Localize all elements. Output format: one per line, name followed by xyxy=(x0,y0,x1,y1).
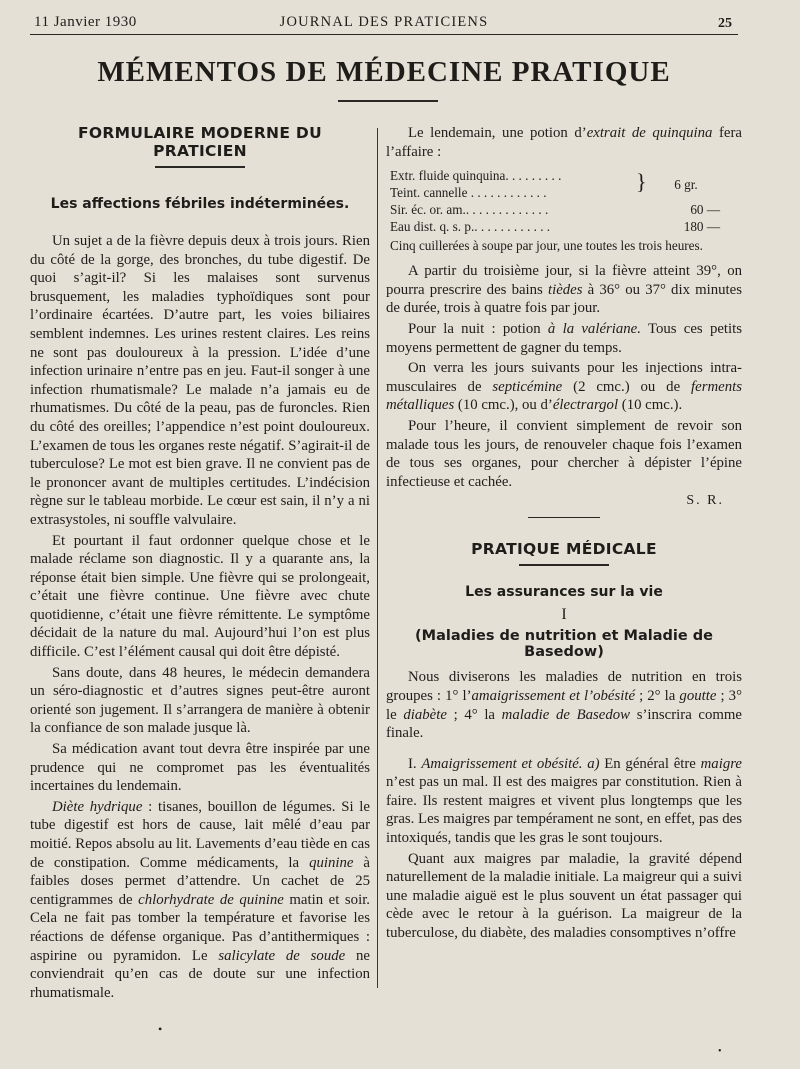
text-run: ne conviendrait qu’en cas de doute sur une infection rhumatismale. xyxy=(30,947,370,1001)
brace-glyph: } xyxy=(636,169,647,195)
italic-term: Diète hydrique xyxy=(52,798,143,815)
text-run: I. xyxy=(408,755,422,772)
text-run: Le lendemain, une potion d’ xyxy=(408,125,587,141)
text-run: à faibles doses permet d’attendre. Un cachet de 25 centigrammes de xyxy=(30,854,370,908)
text-run: n’est pas un mal. Il est des maigres par constitution. Rien à faire. Ils restent maigres et vivent plus longtemps que les gras. Les maigres par tempérament ne sont, en effet, pas des intoxiqués, tandis que les gras le sont toujours. xyxy=(386,774,742,847)
text-run: En général être xyxy=(599,755,701,772)
paragraph: Sans doute, dans 48 heures, le médecin demandera un séro-diagnostic et d’autres signes peut-être auront orienté son jugement. Il s’arrangera de manière à obtenir la confiance de son malade jusque là. xyxy=(30,664,370,737)
left-column xyxy=(30,120,370,1004)
running-header xyxy=(30,12,738,35)
italic-term: tièdes xyxy=(547,281,583,298)
paragraph xyxy=(386,668,742,742)
print-speck: • xyxy=(158,1022,163,1036)
text-run: s’inscrira comme finale. xyxy=(386,706,742,742)
column-divider xyxy=(377,128,378,988)
paragraph: Pour l’heure, il convient simplement de revoir son malade tous les jours, de renouveler chaque fois l’examen de tous ses organes, pour chercher à dépister l’épine infectieuse et cachée. xyxy=(386,417,742,490)
italic-term: salicylate de soude xyxy=(218,947,346,964)
prescription xyxy=(386,167,742,235)
article-title-affections: Les affections fébriles indéterminées. xyxy=(50,196,350,212)
prescription-dose: 60 — xyxy=(690,202,720,218)
prescription-row xyxy=(386,218,742,235)
prescription-item: Teint. cannelle . . . . . . . . . . . . xyxy=(390,185,547,201)
text-run: A partir du troisième jour, si la fièvre atteint 39°, on pourra prescrire des bains xyxy=(386,263,742,298)
part-title: (Maladies de nutrition et Maladie de Basedow) xyxy=(415,628,713,661)
italic-term: maigre xyxy=(700,755,742,772)
title-rule xyxy=(338,100,438,102)
prescription-group xyxy=(386,167,742,201)
italic-term: électrargol xyxy=(552,397,619,414)
prescription-item: Eau dist. q. s. p.. . . . . . . . . . . . xyxy=(390,219,551,235)
paragraph xyxy=(386,262,742,318)
paragraph xyxy=(386,320,742,357)
text-run: Pour la nuit : potion xyxy=(408,320,548,337)
author-signature: S. R. xyxy=(686,493,724,509)
paragraph xyxy=(386,755,742,848)
text-run: à 36° ou 37° dix minutes de durée, trois à quatre fois par jour. xyxy=(386,281,742,317)
prescription-dose: 180 — xyxy=(683,219,720,235)
text-run: Tous ces petits moyens permettent de gagner du temps. xyxy=(386,320,743,356)
italic-term: septicémine xyxy=(492,378,563,395)
page-title: MÉMENTOS DE MÉDECINE PRATIQUE xyxy=(97,56,671,88)
italic-term: ferments métalliques xyxy=(386,378,742,414)
paragraph: Sa médication avant tout devra être inspirée par une prudence qui ne compromet pas les éventualités incertaines du lendemain. xyxy=(30,741,370,795)
text-run: ; 2° la xyxy=(635,687,680,704)
section-title-pratique: PRATIQUE MÉDICALE xyxy=(471,540,657,559)
italic-term: chlorhydrate de quinine xyxy=(138,891,284,908)
text-run: matin et soir. Cela ne fait pas tomber la température et favorise les réactions de défense organique. Pas d’antithermiques : aspirine ou pyramidon. Le xyxy=(30,891,371,964)
paragraph: Et pourtant il faut ordonner quelque chose et le malade réclame son diagnostic. Il y a quarante ans, la réponse était bien simple. Une fièvre qui se prolongeait, c’était une fièvre continue. Une fièvre avec chute quotidienne, c’était une fièvre rémittente. Le symptôme décidait de la nature du mal. Aujourd’hui l’on est plus difficile. C’est l’élément causal qui doit être dépisté. xyxy=(30,532,370,661)
italic-term: diabète xyxy=(403,706,447,723)
header-journal-name: JOURNAL DES PRATICIENS xyxy=(279,14,489,30)
part-number: I xyxy=(561,606,567,624)
text-run: : tisanes, bouillon de légumes. Si le tube digestif est hors de cause, lait mêlé d’eau par moitié. Repos absolu au lit. Lavements d’eau tiède en cas de constipation. Comme médicaments, la xyxy=(30,798,370,871)
section-rule xyxy=(155,166,245,168)
text-run: On verra les jours suivants pour les injections intra-musculaires de xyxy=(386,360,742,395)
section-title-formulaire: FORMULAIRE MODERNE DU PRATICIEN xyxy=(78,124,322,160)
prescription-item: Extr. fluide quinquina. . . . . . . . . xyxy=(390,168,562,184)
text-run: ; 4° la xyxy=(446,706,502,723)
text-run: (10 cmc.). xyxy=(618,397,683,414)
prescription-note: Cinq cuillerées à soupe par jour, une toutes les trois heures. xyxy=(390,238,703,254)
italic-term: Amaigrissement et obésité. a) xyxy=(421,755,600,772)
prescription-row xyxy=(386,201,742,218)
paragraph: Un sujet a de la fièvre depuis deux à trois jours. Rien du côté de la gorge, des bronches, du tube digestif. De quoi s’agit-il? Si les malaises sont survenus brusquement, les maladies typhoïdiques sont pour l’ordinaire écartées. D’autre part, les voies biliaires semblent indemnes. Les urines restent claires. Les reins ne sont pas douloureux à la pression. L’idée d’une infection urinaire n’entre pas en jeu. Faut-il songer à une infection rhumatismale? Le malade n’a jamais eu de rhumatismes. Du côté de la peau, pas de furoncles. Rien du côté des oreilles; l’appendice n’est point douloureux. L’examen de tous les organes reste négatif. S’agirait-il de tuberculose? Le mot est bien grave. Il ne convient pas de le prononcer avant de multiples certitudes. L’indécision règne sur le tableau morbide. Le cœur est sain, il n’y a ni extrasystoles, ni souffle valvulaire. xyxy=(30,233,370,528)
italic-term: quinine xyxy=(309,854,354,871)
italic-term: amaigrissement et l’obésité xyxy=(471,687,636,704)
print-speck: • xyxy=(718,1046,722,1057)
paragraph: Quant aux maigres par maladie, la gravité dépend naturellement de la maladie initiale. La maigreur qui a suivi une maladie aiguë est le plus souvent un état passager qui cède avec le retour à la guérison. La maigreur de la tuberculose, du diabète, des maladies consomptives n’offre xyxy=(386,850,742,942)
right-column xyxy=(386,120,742,945)
text-run: fera l’affaire : xyxy=(386,125,742,160)
article-title-assurances: Les assurances sur la vie xyxy=(465,584,663,601)
italic-term: à la valériane. xyxy=(547,320,641,337)
separator-rule xyxy=(528,517,600,518)
header-date: 11 Janvier 1930 xyxy=(34,14,137,30)
section-rule xyxy=(519,564,609,566)
paragraph xyxy=(386,124,742,161)
page-number: 25 xyxy=(718,16,732,31)
italic-term: maladie de Basedow xyxy=(501,706,631,723)
text-run: (10 cmc.), ou d’ xyxy=(454,397,553,414)
text-run: (2 cmc.) ou de xyxy=(562,378,692,395)
text-run: ; 3° le xyxy=(386,687,742,723)
text-run: Nous diviserons les maladies de nutrition en trois groupes : 1° l’ xyxy=(386,669,742,704)
prescription-dose: 6 gr. xyxy=(674,176,698,192)
paragraph-diete xyxy=(30,798,370,1003)
prescription-item: Sir. éc. or. am.. . . . . . . . . . . . . xyxy=(390,202,549,218)
paragraph xyxy=(386,359,742,415)
italic-term: goutte xyxy=(679,687,717,704)
italic-term: extrait de quinquina xyxy=(586,125,713,141)
